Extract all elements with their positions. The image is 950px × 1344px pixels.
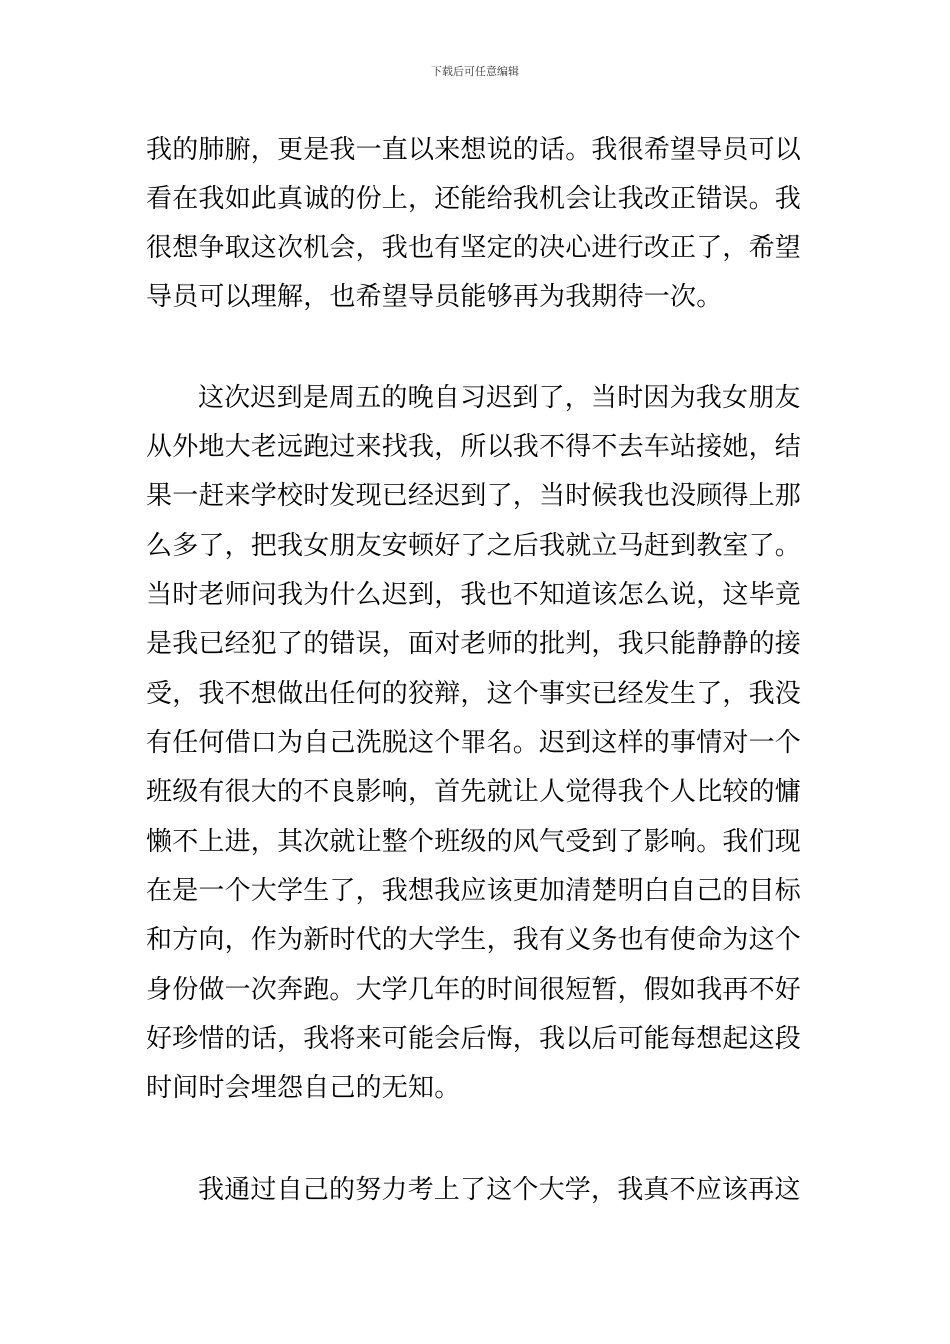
paragraph-2-line-5: 当时老师问我为什么迟到，我也不知道该怎么说，这毕竟 [146,580,802,610]
paragraph-2-line-12: 和方向，作为新时代的大学生，我有义务也有使命为这个 [146,925,802,955]
paragraph-2-line-4: 么多了，把我女朋友安顿好了之后我就立马赶到教室了。 [146,531,802,561]
paragraph-1-line-3: 很想争取这次机会，我也有坚定的决心进行改正了，希望 [146,233,802,263]
paragraph-2-line-7: 受，我不想做出任何的狡辩，这个事实已经发生了，我没 [146,679,802,709]
paragraph-2-line-9: 班级有很大的不良影响，首先就让人觉得我个人比较的慵 [146,777,802,807]
paragraph-3-line-1: 我通过自己的努力考上了这个大学，我真不应该再这 [198,1175,801,1205]
paragraph-2-line-11: 在是一个大学生了，我想我应该更加清楚明白自己的目标 [146,876,802,906]
paragraph-2-line-2: 从外地大老远跑过来找我，所以我不得不去车站接她，结 [146,432,802,462]
paragraph-1-line-2: 看在我如此真诚的份上，还能给我机会让我改正错误。我 [146,184,802,214]
paragraph-2-line-3: 果一赶来学校时发现已经迟到了，当时候我也没顾得上那 [146,481,802,511]
paragraph-2-line-6: 是我已经犯了的错误，面对老师的批判，我只能静静的接 [146,629,802,659]
paragraph-2-line-10: 懒不上进，其次就让整个班级的风气受到了影响。我们现 [146,827,802,857]
paragraph-2-line-1: 这次迟到是周五的晚自习迟到了，当时因为我女朋友 [198,383,801,413]
paragraph-2-line-8: 有任何借口为自己洗脱这个罪名。迟到这样的事情对一个 [146,728,802,758]
header-note: 下载后可任意编辑 [431,65,519,78]
paragraph-2-line-15: 时间时会埋怨自己的无知。 [146,1073,461,1103]
paragraph-1-line-4: 导员可以理解，也希望导员能够再为我期待一次。 [146,282,723,312]
paragraph-2-line-14: 好珍惜的话，我将来可能会后悔，我以后可能每想起这段 [146,1024,802,1054]
paragraph-2-line-13: 身份做一次奔跑。大学几年的时间很短暂，假如我再不好 [146,975,802,1005]
paragraph-1-line-1: 我的肺腑，更是我一直以来想说的话。我很希望导员可以 [146,135,802,165]
